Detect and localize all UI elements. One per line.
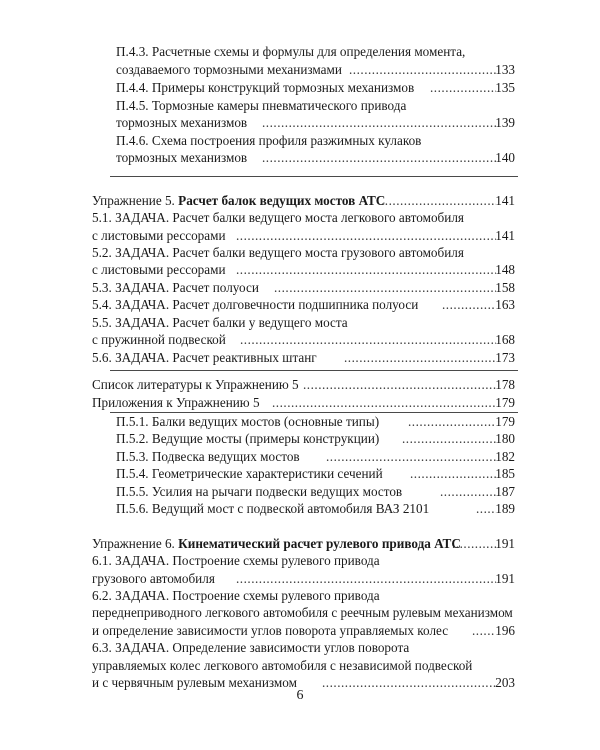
toc-entry-text: управляемых колес легкового автомобиля с независимой подвеской: [92, 658, 473, 673]
toc-entry-text: 5.4. ЗАДАЧА. Расчет долговечности подшипника полуоси: [92, 297, 419, 312]
toc-page-number: 173: [495, 350, 515, 365]
toc-entry-text: тормозных механизмов: [116, 150, 248, 165]
toc-page-number: 135: [495, 80, 515, 95]
toc-entry-text: П.5.6. Ведущий мост с подвеской автомобиля ВАЗ 2101: [116, 501, 430, 516]
toc-page-number: 168: [495, 332, 515, 347]
toc-page-number: 185: [495, 466, 515, 481]
toc-entry-text: 5.3. ЗАДАЧА. Расчет полуоси: [92, 280, 259, 295]
toc-entry-text: создаваемого тормозными механизмами: [116, 62, 342, 77]
exercise-number: Упражнение 5.: [92, 193, 175, 208]
exercise-title: Расчет балок ведущих мостов АТС: [178, 193, 386, 208]
toc-entry-text: тормозных механизмов: [116, 115, 248, 130]
toc-entry-text: П.4.5. Тормозные камеры пневматического привода: [116, 98, 407, 113]
page-number-footer: 6: [296, 688, 304, 703]
toc-page-number: 139: [495, 115, 515, 130]
toc-page-number: 140: [495, 150, 515, 165]
toc-page-number: 180: [495, 431, 515, 446]
toc-page-number: 182: [495, 449, 515, 464]
toc-page-number: 141: [495, 228, 515, 243]
toc-page-number: 189: [495, 501, 515, 516]
toc-entry-text: П.4.3. Расчетные схемы и формулы для определения момента,: [116, 44, 466, 59]
toc-page-number: 163: [495, 297, 515, 312]
toc-entry-text: П.5.5. Усилия на рычаги подвески ведущих мостов: [116, 484, 403, 499]
toc-entry-text: с пружинной подвеской: [92, 332, 226, 347]
toc-entry-text: грузового автомобиля: [92, 571, 215, 586]
toc-entry-text: П.4.4. Примеры конструкций тормозных механизмов: [116, 80, 415, 95]
toc-page-number: 158: [495, 280, 515, 295]
toc-entry-text: и с червячным рулевым механизмом: [92, 675, 297, 690]
toc-page-number: 178: [495, 377, 515, 392]
toc-entry-text: 5.6. ЗАДАЧА. Расчет реактивных штанг: [92, 350, 317, 365]
toc-page-number: 179: [495, 414, 515, 429]
toc-entry-text: 5.2. ЗАДАЧА. Расчет балки ведущего моста грузового автомобиля: [92, 245, 464, 260]
toc-page-number: 179: [495, 395, 515, 410]
toc-entry-text: и определение зависимости углов поворота управляемых колес: [92, 623, 449, 638]
exercise-title: Кинематический расчет рулевого привода АТС: [178, 536, 461, 551]
toc-entry-text: Приложения к Упражнению 5: [92, 395, 260, 410]
toc-entry-text: П.4.6. Схема построения профиля разжимных кулаков: [116, 133, 422, 148]
toc-entry-text: П.5.3. Подвеска ведущих мостов: [116, 449, 300, 464]
toc-entry-text: П.5.1. Балки ведущих мостов (основные типы): [116, 414, 380, 429]
toc-page-number: 191: [495, 571, 515, 586]
toc-entry-text: Список литературы к Упражнению 5: [92, 377, 299, 392]
toc-page-number: 133: [495, 62, 515, 77]
toc-page-number: 191: [495, 536, 515, 551]
exercise-number: Упражнение 6.: [92, 536, 175, 551]
toc-entry-text: переднеприводного легкового автомобиля с реечным рулевым механизмом: [92, 605, 513, 620]
toc-entry-text: П.5.2. Ведущие мосты (примеры конструкции): [116, 431, 380, 446]
toc-entry-text: 5.5. ЗАДАЧА. Расчет балки у ведущего моста: [92, 315, 348, 330]
toc-page-number: 196: [495, 623, 515, 638]
toc-entry-text: 5.1. ЗАДАЧА. Расчет балки ведущего моста легкового автомобиля: [92, 210, 464, 225]
toc-page-number: 203: [495, 675, 515, 690]
toc-page-number: 187: [495, 484, 515, 499]
toc-entry-text: 6.3. ЗАДАЧА. Определение зависимости углов поворота: [92, 640, 410, 655]
toc-page-number: 141: [495, 193, 515, 208]
toc-entry-text: П.5.4. Геометрические характеристики сечений: [116, 466, 383, 481]
toc-entry-text: 6.2. ЗАДАЧА. Построение схемы рулевого привода: [92, 588, 380, 603]
toc-entry-text: с листовыми рессорами: [92, 262, 226, 277]
toc-entry-text: 6.1. ЗАДАЧА. Построение схемы рулевого привода: [92, 553, 380, 568]
toc-entry-text: с листовыми рессорами: [92, 228, 226, 243]
toc-page-number: 148: [495, 262, 515, 277]
